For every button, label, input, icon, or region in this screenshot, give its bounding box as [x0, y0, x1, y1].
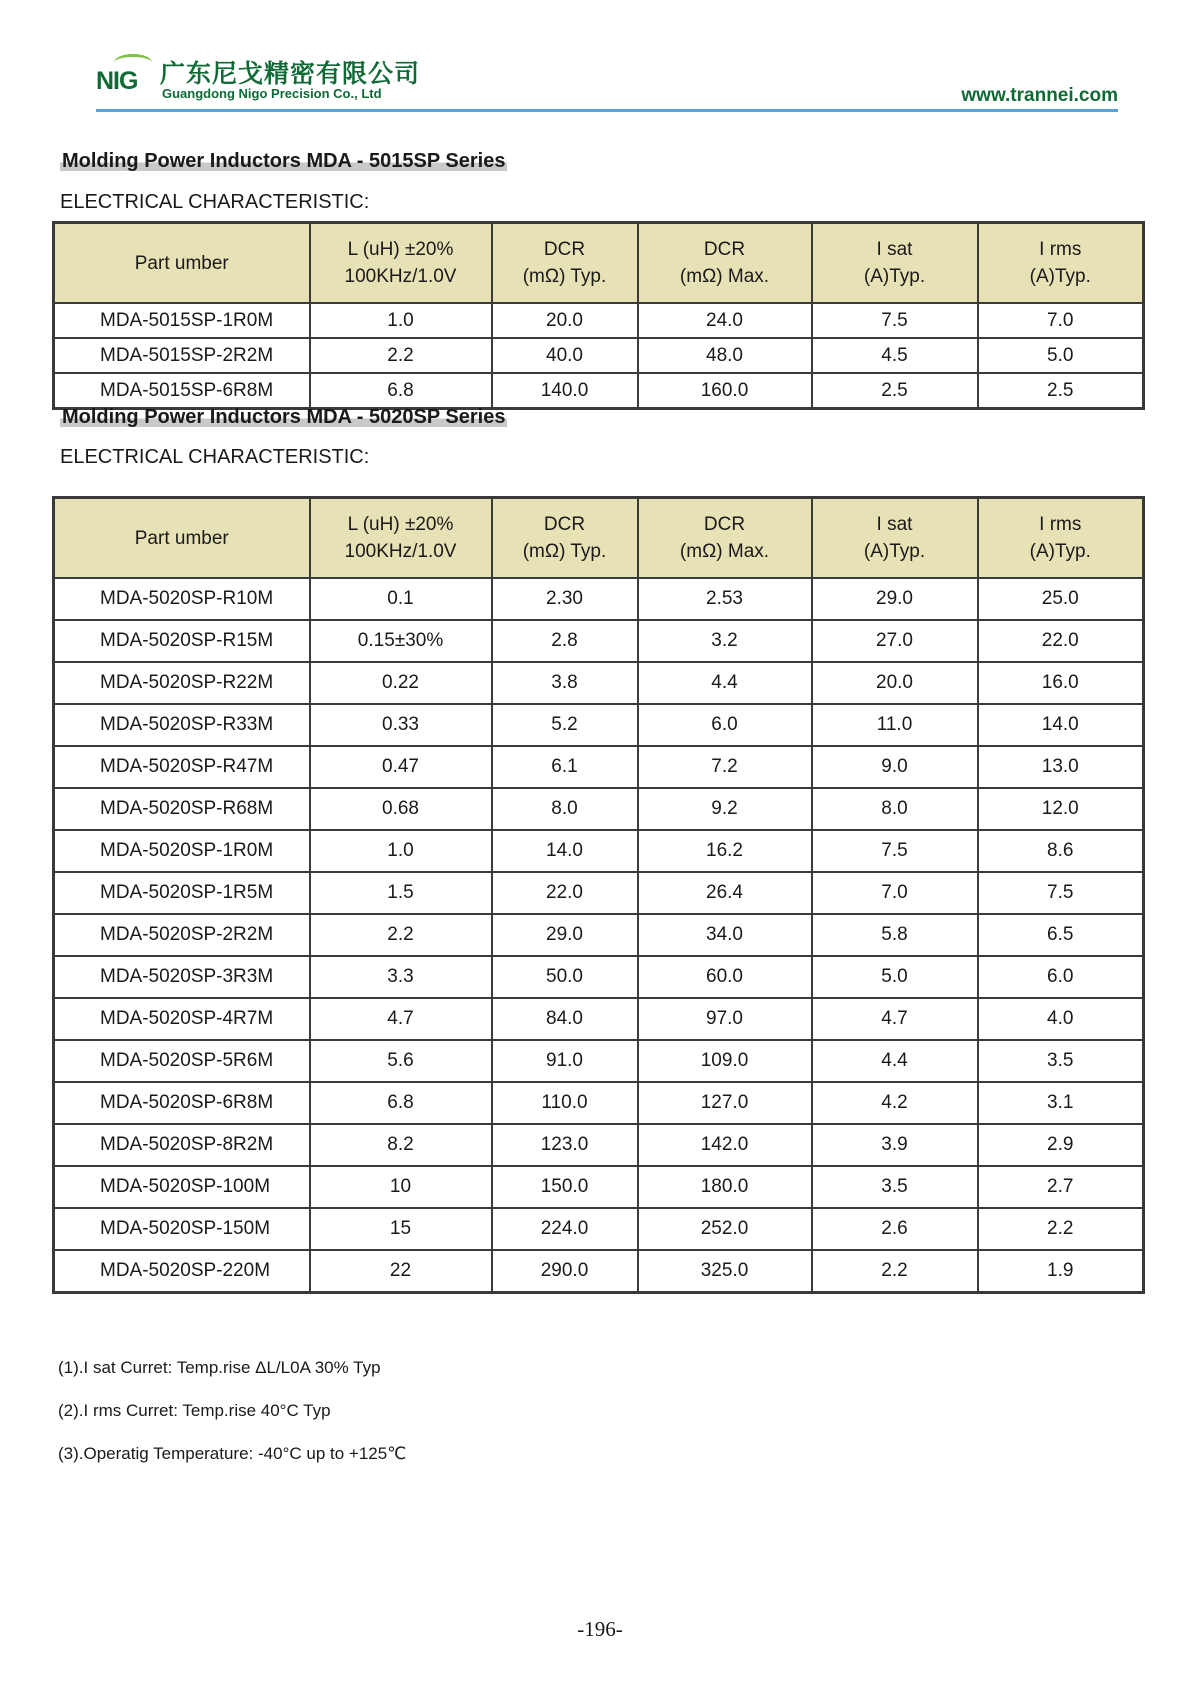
- cell-dcr-typ: 2.30: [492, 578, 638, 620]
- table-row: [54, 998, 1144, 1040]
- cell-inductance: 0.47: [310, 746, 492, 788]
- table-row: [54, 872, 1144, 914]
- cell-dcr-max: 142.0: [638, 1124, 812, 1166]
- table-row: [54, 338, 1144, 373]
- header-inductance: L (uH) ±20% 100KHz/1.0V: [310, 498, 492, 579]
- cell-irms: 14.0: [978, 704, 1144, 746]
- cell-isat: 5.8: [812, 914, 978, 956]
- cell-part-number: MDA-5015SP-1R0M: [54, 303, 310, 338]
- section2-subtitle: ELECTRICAL CHARACTERISTIC:: [60, 446, 370, 468]
- cell-dcr-max: 4.4: [638, 662, 812, 704]
- cell-inductance: 22: [310, 1250, 492, 1293]
- cell-isat: 2.5: [812, 373, 978, 409]
- cell-dcr-typ: 140.0: [492, 373, 638, 409]
- cell-dcr-max: 24.0: [638, 303, 812, 338]
- table-row: [54, 788, 1144, 830]
- note-irms: (2).I rms Curret: Temp.rise 40°C Typ: [58, 1401, 331, 1420]
- cell-inductance: 0.68: [310, 788, 492, 830]
- website-url: www.trannei.com: [961, 85, 1118, 106]
- header-dcr-max: DCR (mΩ) Max.: [638, 223, 812, 304]
- cell-dcr-max: 9.2: [638, 788, 812, 830]
- cell-isat: 4.5: [812, 338, 978, 373]
- header-irms: I rms (A)Typ.: [978, 223, 1144, 304]
- cell-part-number: MDA-5020SP-R47M: [54, 746, 310, 788]
- spec-table-5020sp: [52, 496, 1145, 1294]
- cell-dcr-max: 34.0: [638, 914, 812, 956]
- cell-part-number: MDA-5020SP-220M: [54, 1250, 310, 1293]
- cell-part-number: MDA-5020SP-R10M: [54, 578, 310, 620]
- table-row: [54, 914, 1144, 956]
- page-number: -196-: [577, 1617, 623, 1641]
- cell-inductance: 5.6: [310, 1040, 492, 1082]
- cell-irms: 3.5: [978, 1040, 1144, 1082]
- header-dcr-max: DCR (mΩ) Max.: [638, 498, 812, 579]
- table-row: [54, 1208, 1144, 1250]
- cell-isat: 9.0: [812, 746, 978, 788]
- cell-inductance: 6.8: [310, 373, 492, 409]
- cell-isat: 8.0: [812, 788, 978, 830]
- cell-isat: 27.0: [812, 620, 978, 662]
- cell-part-number: MDA-5020SP-4R7M: [54, 998, 310, 1040]
- cell-dcr-typ: 8.0: [492, 788, 638, 830]
- table-row: [54, 303, 1144, 338]
- cell-isat: 4.2: [812, 1082, 978, 1124]
- note-isat: (1).I sat Curret: Temp.rise ΔL/L0A 30% Typ: [58, 1358, 381, 1377]
- cell-dcr-typ: 22.0: [492, 872, 638, 914]
- cell-dcr-typ: 2.8: [492, 620, 638, 662]
- cell-isat: 7.5: [812, 303, 978, 338]
- header-irms: I rms (A)Typ.: [978, 498, 1144, 579]
- cell-isat: 7.5: [812, 830, 978, 872]
- cell-isat: 3.5: [812, 1166, 978, 1208]
- cell-dcr-max: 3.2: [638, 620, 812, 662]
- cell-inductance: 4.7: [310, 998, 492, 1040]
- cell-dcr-max: 180.0: [638, 1166, 812, 1208]
- cell-part-number: MDA-5015SP-6R8M: [54, 373, 310, 409]
- cell-irms: 5.0: [978, 338, 1144, 373]
- header-isat: I sat (A)Typ.: [812, 498, 978, 579]
- cell-dcr-typ: 5.2: [492, 704, 638, 746]
- footnotes: [58, 1358, 406, 1487]
- table-row: [54, 830, 1144, 872]
- table-row: [54, 373, 1144, 409]
- cell-inductance: 2.2: [310, 914, 492, 956]
- cell-dcr-typ: 123.0: [492, 1124, 638, 1166]
- table-row: [54, 1166, 1144, 1208]
- table-row: [54, 1250, 1144, 1293]
- cell-dcr-max: 109.0: [638, 1040, 812, 1082]
- cell-dcr-max: 127.0: [638, 1082, 812, 1124]
- cell-irms: 3.1: [978, 1082, 1144, 1124]
- cell-dcr-max: 160.0: [638, 373, 812, 409]
- cell-isat: 20.0: [812, 662, 978, 704]
- logo-text: NIG: [96, 67, 138, 95]
- note-operating-temperature: (3).Operatig Temperature: -40°C up to +125℃: [58, 1444, 407, 1463]
- cell-isat: 7.0: [812, 872, 978, 914]
- cell-isat: 5.0: [812, 956, 978, 998]
- cell-irms: 12.0: [978, 788, 1144, 830]
- cell-inductance: 15: [310, 1208, 492, 1250]
- cell-irms: 22.0: [978, 620, 1144, 662]
- table-row: [54, 1040, 1144, 1082]
- section1-title: Molding Power Inductors MDA - 5015SP Series: [62, 150, 506, 172]
- cell-part-number: MDA-5020SP-2R2M: [54, 914, 310, 956]
- cell-part-number: MDA-5020SP-R68M: [54, 788, 310, 830]
- spec-table-5015sp: [52, 221, 1145, 410]
- company-name-english: Guangdong Nigo Precision Co., Ltd: [162, 86, 382, 101]
- cell-inductance: 0.22: [310, 662, 492, 704]
- cell-inductance: 1.0: [310, 830, 492, 872]
- table-row: [54, 1124, 1144, 1166]
- cell-dcr-typ: 20.0: [492, 303, 638, 338]
- cell-dcr-max: 48.0: [638, 338, 812, 373]
- cell-inductance: 6.8: [310, 1082, 492, 1124]
- cell-part-number: MDA-5020SP-8R2M: [54, 1124, 310, 1166]
- table-header-row: [54, 498, 1144, 579]
- table-header-row: [54, 223, 1144, 304]
- cell-dcr-max: 16.2: [638, 830, 812, 872]
- cell-irms: 2.5: [978, 373, 1144, 409]
- cell-dcr-typ: 290.0: [492, 1250, 638, 1293]
- header-isat: I sat (A)Typ.: [812, 223, 978, 304]
- cell-isat: 3.9: [812, 1124, 978, 1166]
- cell-dcr-typ: 14.0: [492, 830, 638, 872]
- header-dcr-typ: DCR (mΩ) Typ.: [492, 223, 638, 304]
- cell-irms: 1.9: [978, 1250, 1144, 1293]
- section2-title: Molding Power Inductors MDA - 5020SP Series: [62, 406, 506, 428]
- cell-part-number: MDA-5020SP-R22M: [54, 662, 310, 704]
- cell-part-number: MDA-5020SP-1R5M: [54, 872, 310, 914]
- cell-dcr-max: 97.0: [638, 998, 812, 1040]
- cell-part-number: MDA-5020SP-100M: [54, 1166, 310, 1208]
- cell-dcr-typ: 110.0: [492, 1082, 638, 1124]
- table-row: [54, 578, 1144, 620]
- cell-part-number: MDA-5020SP-1R0M: [54, 830, 310, 872]
- cell-dcr-typ: 91.0: [492, 1040, 638, 1082]
- cell-dcr-typ: 50.0: [492, 956, 638, 998]
- cell-dcr-max: 26.4: [638, 872, 812, 914]
- cell-dcr-typ: 224.0: [492, 1208, 638, 1250]
- cell-inductance: 0.33: [310, 704, 492, 746]
- page-header: [96, 52, 1118, 114]
- cell-irms: 2.2: [978, 1208, 1144, 1250]
- cell-isat: 11.0: [812, 704, 978, 746]
- cell-irms: 16.0: [978, 662, 1144, 704]
- cell-irms: 25.0: [978, 578, 1144, 620]
- cell-dcr-max: 7.2: [638, 746, 812, 788]
- cell-isat: 29.0: [812, 578, 978, 620]
- cell-inductance: 1.5: [310, 872, 492, 914]
- header-part-number: Part umber: [54, 223, 310, 304]
- cell-part-number: MDA-5020SP-R15M: [54, 620, 310, 662]
- cell-dcr-max: 6.0: [638, 704, 812, 746]
- cell-irms: 7.0: [978, 303, 1144, 338]
- cell-dcr-typ: 29.0: [492, 914, 638, 956]
- cell-isat: 4.4: [812, 1040, 978, 1082]
- table-row: [54, 956, 1144, 998]
- cell-part-number: MDA-5015SP-2R2M: [54, 338, 310, 373]
- cell-isat: 2.2: [812, 1250, 978, 1293]
- company-logo: [96, 52, 166, 102]
- company-name-chinese: 广东尼戈精密有限公司: [160, 59, 421, 88]
- cell-dcr-max: 2.53: [638, 578, 812, 620]
- cell-dcr-max: 60.0: [638, 956, 812, 998]
- cell-part-number: MDA-5020SP-5R6M: [54, 1040, 310, 1082]
- cell-irms: 2.7: [978, 1166, 1144, 1208]
- header-inductance: L (uH) ±20% 100KHz/1.0V: [310, 223, 492, 304]
- cell-part-number: MDA-5020SP-6R8M: [54, 1082, 310, 1124]
- cell-dcr-typ: 40.0: [492, 338, 638, 373]
- cell-dcr-max: 325.0: [638, 1250, 812, 1293]
- cell-irms: 8.6: [978, 830, 1144, 872]
- cell-inductance: 1.0: [310, 303, 492, 338]
- table-row: [54, 662, 1144, 704]
- header-part-number: Part umber: [54, 498, 310, 579]
- table-row: [54, 1082, 1144, 1124]
- table-row: [54, 746, 1144, 788]
- cell-part-number: MDA-5020SP-150M: [54, 1208, 310, 1250]
- cell-inductance: 0.1: [310, 578, 492, 620]
- cell-irms: 4.0: [978, 998, 1144, 1040]
- header-divider: [96, 109, 1118, 112]
- section1-subtitle: ELECTRICAL CHARACTERISTIC:: [60, 191, 370, 213]
- cell-irms: 13.0: [978, 746, 1144, 788]
- table-row: [54, 704, 1144, 746]
- cell-isat: 4.7: [812, 998, 978, 1040]
- header-dcr-typ: DCR (mΩ) Typ.: [492, 498, 638, 579]
- cell-irms: 2.9: [978, 1124, 1144, 1166]
- cell-dcr-max: 252.0: [638, 1208, 812, 1250]
- cell-inductance: 10: [310, 1166, 492, 1208]
- cell-dcr-typ: 150.0: [492, 1166, 638, 1208]
- cell-dcr-typ: 6.1: [492, 746, 638, 788]
- cell-inductance: 2.2: [310, 338, 492, 373]
- cell-dcr-typ: 84.0: [492, 998, 638, 1040]
- cell-dcr-typ: 3.8: [492, 662, 638, 704]
- cell-irms: 7.5: [978, 872, 1144, 914]
- cell-part-number: MDA-5020SP-3R3M: [54, 956, 310, 998]
- table-row: [54, 620, 1144, 662]
- cell-inductance: 3.3: [310, 956, 492, 998]
- cell-irms: 6.5: [978, 914, 1144, 956]
- cell-isat: 2.6: [812, 1208, 978, 1250]
- cell-inductance: 0.15±30%: [310, 620, 492, 662]
- cell-inductance: 8.2: [310, 1124, 492, 1166]
- cell-part-number: MDA-5020SP-R33M: [54, 704, 310, 746]
- cell-irms: 6.0: [978, 956, 1144, 998]
